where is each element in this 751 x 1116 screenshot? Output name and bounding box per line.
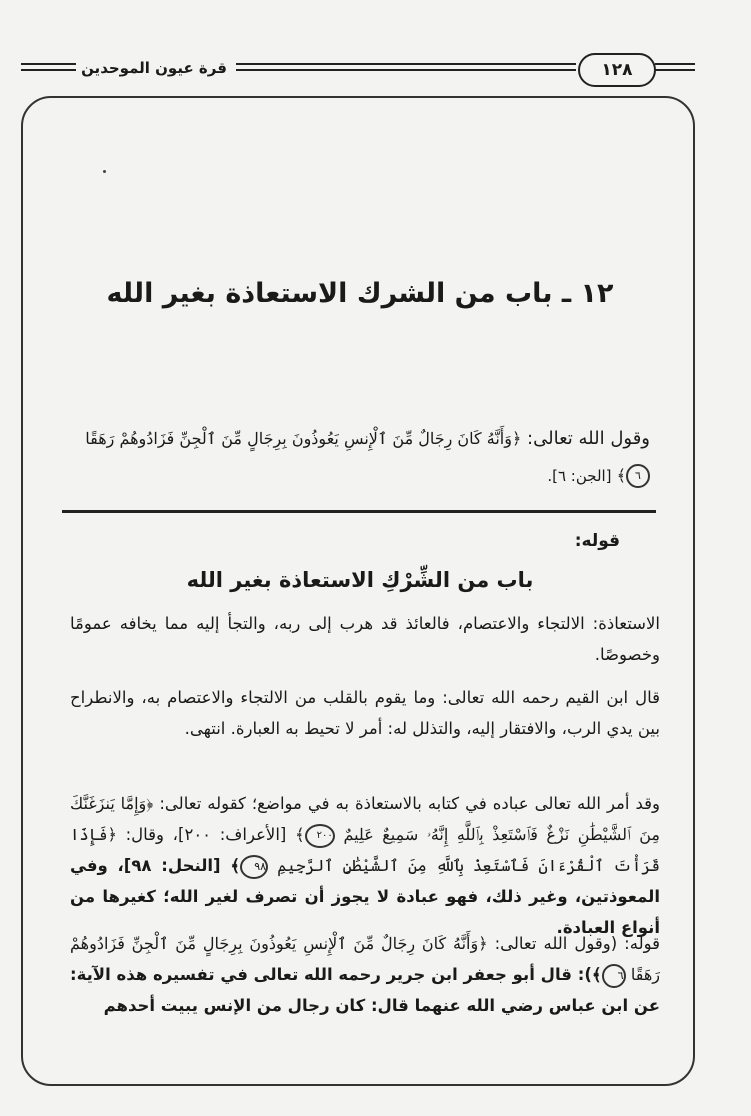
p4-verse-jinn: ﴿وَأَنَّهُ كَانَ رِجَالٌ مِّنَ ٱلْإِنسِ يَعُوذُونَ بِرِجَالٍ مِّنَ ٱلْجِنِّ فَزَادُوهُمْ رَهَقًا [70, 934, 660, 984]
header-rule-middle-bottom [236, 69, 576, 71]
p3-text-c: ﴾ [النحل: ٩٨]، وفي المعوذتين، وغير ذلك، فهو عبادة لا يجوز أن تصرف لغير الله؛ كغيرها من أنواع العبادة. [70, 856, 660, 937]
chapter-title: ١٢ ـ باب من الشرك الاستعاذة بغير الله [106, 278, 614, 309]
paragraph-tafsir [70, 928, 660, 1021]
paragraph-ibn-qayyim: قال ابن القيم رحمه الله تعالى: وما يقوم بالقلب من الالتجاء والاعتصام به، والانطراح بين يدي الرب، والافتقار إليه، والتذلل له: أمر لا تحيط به العبارة. انتهى. [70, 688, 660, 738]
verse-close-bracket: ﴾ [611, 466, 626, 485]
commentary-heading: باب من الشِّرْكِ الاستعاذة بغير الله [186, 568, 534, 592]
running-title: قرة عيون الموحدين [81, 59, 227, 77]
verse-number-marker: ٢٠٠ [305, 824, 335, 848]
header-rule-right-bottom [655, 69, 695, 71]
header-rule-left-top [21, 63, 76, 65]
p3-verse-nahl: ﴿فَإِذَا قَرَأْتَ ٱلْقُرْءَانَ فَٱسْتَعِذْ بِٱللَّهِ مِنَ ٱلشَّيْطَٰنِ ٱلرَّجِيمِ [70, 825, 660, 875]
speck-mark [103, 170, 106, 173]
p3-verse-araf: ﴿وَإِمَّا يَنزَغَنَّكَ مِنَ ٱلشَّيْطَٰنِ نَزْغٌ فَٱسْتَعِذْ بِٱللَّهِ إِنَّهُۥ سَمِيعٌ عَلِيمٌ [70, 794, 661, 844]
verse-reference: [الجن: ٦]. [547, 467, 612, 485]
header-rule-left-bottom [21, 69, 76, 71]
chapter-verse [70, 420, 650, 495]
p3-text-a: وقد أمر الله تعالى عباده في كتابه بالاستعاذة به في مواضع؛ كقوله تعالى: [153, 794, 660, 813]
verse-number-marker: ٦ [626, 464, 650, 488]
verse-intro: وقول الله تعالى: [521, 428, 650, 449]
qawluhu-label: قوله: [574, 531, 620, 551]
verse-number-marker: ٩٨ [240, 855, 268, 879]
verse-number-marker: ٦ [602, 964, 626, 988]
paragraph-command-istiadha [70, 788, 660, 943]
page-number: ١٢٨ [578, 53, 656, 87]
header-rule-right-top [655, 63, 695, 65]
section-divider [62, 510, 656, 513]
quran-verse: ﴿وَأَنَّهُ كَانَ رِجَالٌ مِّنَ ٱلْإِنسِ يَعُوذُونَ بِرِجَالٍ مِّنَ ٱلْجِنِّ فَزَادُوهُمْ رَهَقًا [85, 429, 522, 448]
p3-text-b: ﴾ [الأعراف: ٢٠٠]، وقال: [116, 825, 305, 844]
header-rule-middle-top [236, 63, 576, 65]
p4-text-a: قوله: (وقول الله تعالى: [487, 934, 661, 953]
p4-text-b: ﴾): قال أبو جعفر ابن جرير رحمه الله تعالى في تفسيره هذه الآية: عن ابن عباس رضي الله عنهما قال: كان رجال من الإنس يبيت أحدهم [70, 965, 660, 1015]
paragraph-istiadha-definition: الاستعاذة: الالتجاء والاعتصام، فالعائذ قد هرب إلى ربه، والتجأ إليه مما يخافه عمومًا وخصوصًا. [70, 614, 660, 664]
